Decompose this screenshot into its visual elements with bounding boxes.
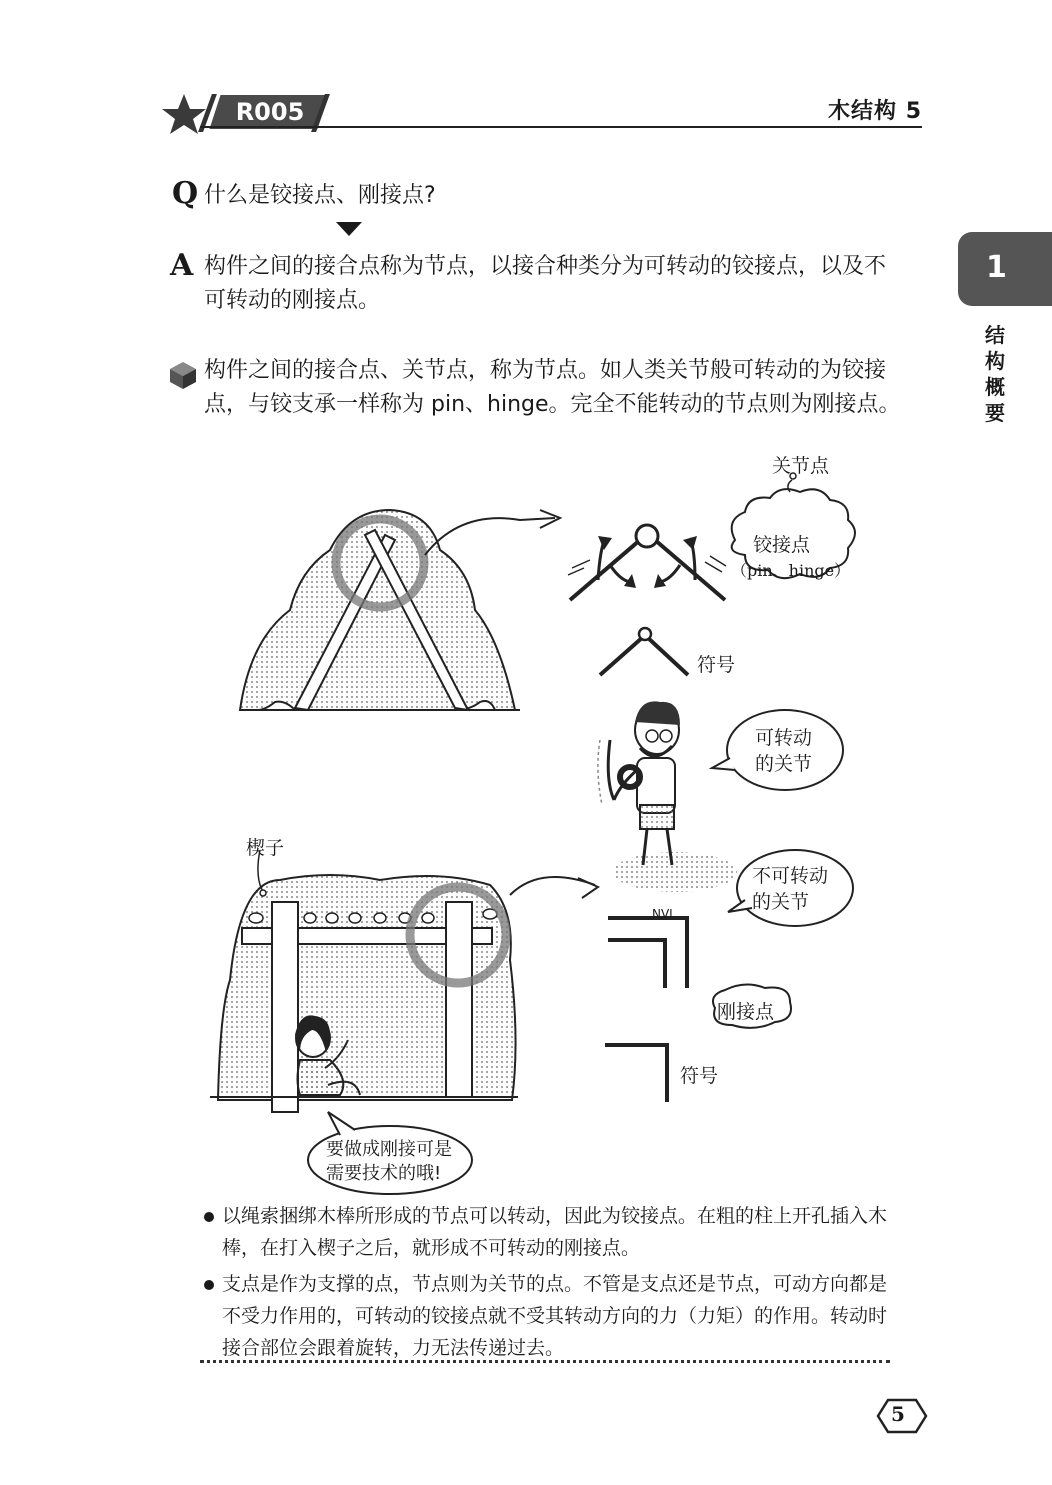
non-rotatable-bubble <box>728 850 853 926</box>
bullet-dot <box>204 1212 214 1222</box>
joint-label: 关节点 <box>772 455 830 477</box>
bullet-list <box>200 1200 900 1368</box>
hut-scene <box>210 850 598 1112</box>
dotted-divider <box>200 1360 890 1363</box>
chapter-number: 1 <box>986 250 1007 285</box>
bullet-text: 支点是作为支撑的点，节点则为关节的点。不管是支点还是节点，可动方向都是不受力作用的，可转动的铰接点就不受其转动方向的力（力矩）的作用。转动时接合部位会跟着旋转，力无法传递过去。 <box>222 1273 888 1359</box>
down-arrow-icon <box>336 222 362 238</box>
girl-bubble-line-1: 要做成刚接可是 <box>326 1139 452 1160</box>
pin-cloud-subtitle: （pin、hinge） <box>731 561 851 580</box>
rigid-symbol <box>605 1045 667 1102</box>
chapter-title: 木结构 5 <box>828 99 922 124</box>
chapter-tab <box>958 232 1052 306</box>
rotatable-bubble-line-1: 可转动 <box>755 727 813 749</box>
header-rule <box>200 126 922 128</box>
non-rotatable-bubble-line-2: 的关节 <box>752 891 810 913</box>
rotatable-bubble-line-2: 的关节 <box>755 753 813 775</box>
list-item <box>200 1268 900 1364</box>
list-item <box>200 1200 900 1264</box>
symbol-label-2: 符号 <box>680 1065 719 1087</box>
question-marker: Q <box>172 176 199 211</box>
rigid-joint-label: 刚接点 <box>717 1001 775 1023</box>
chapter-name-vertical <box>980 322 1010 426</box>
bullet-text: 以绳索捆绑木棒所形成的节点可以转动，因此为铰接点。在粗的柱上开孔插入木棒，在打入楔子之后，就形成不可转动的刚接点。 <box>222 1205 888 1259</box>
answer-text: 构件之间的接合点称为节点，以接合种类分为可转动的铰接点，以及不可转动的刚接点。 <box>204 254 887 313</box>
man-figure <box>598 701 737 892</box>
chapter-name-char: 结 <box>985 323 1005 347</box>
explanation-text: 构件之间的接合点、关节点，称为节点。如人类关节般可转动的为铰接点，与铰支承一样称为 pin、hinge。完全不能转动的节点则为刚接点。 <box>204 358 901 417</box>
chapter-name-char: 概 <box>985 375 1005 399</box>
pin-symbol <box>600 628 688 675</box>
bullet-dot <box>204 1280 214 1290</box>
girl-bubble-line-2: 需要技术的哦! <box>326 1163 442 1184</box>
rigid-joint-diagram <box>608 918 687 988</box>
rotatable-bubble <box>712 710 843 790</box>
answer-marker: A <box>170 248 194 283</box>
question-text: 什么是铰接点、刚接点? <box>204 183 436 208</box>
pin-joint-diagram <box>568 525 726 608</box>
wedge-label: 楔子 <box>246 837 285 859</box>
section-code: R005 <box>235 98 305 126</box>
tent-scene <box>240 510 560 710</box>
mutter-text: NVI <box>652 907 673 921</box>
non-rotatable-bubble-line-1: 不可转动 <box>752 865 829 887</box>
cube-icon <box>168 360 198 390</box>
chapter-name-char: 要 <box>985 401 1005 425</box>
page-number: 5 <box>891 1402 905 1426</box>
pin-cloud-title: 铰接点 <box>753 534 811 556</box>
chapter-name-char: 构 <box>985 349 1005 373</box>
symbol-label-1: 符号 <box>697 654 736 676</box>
